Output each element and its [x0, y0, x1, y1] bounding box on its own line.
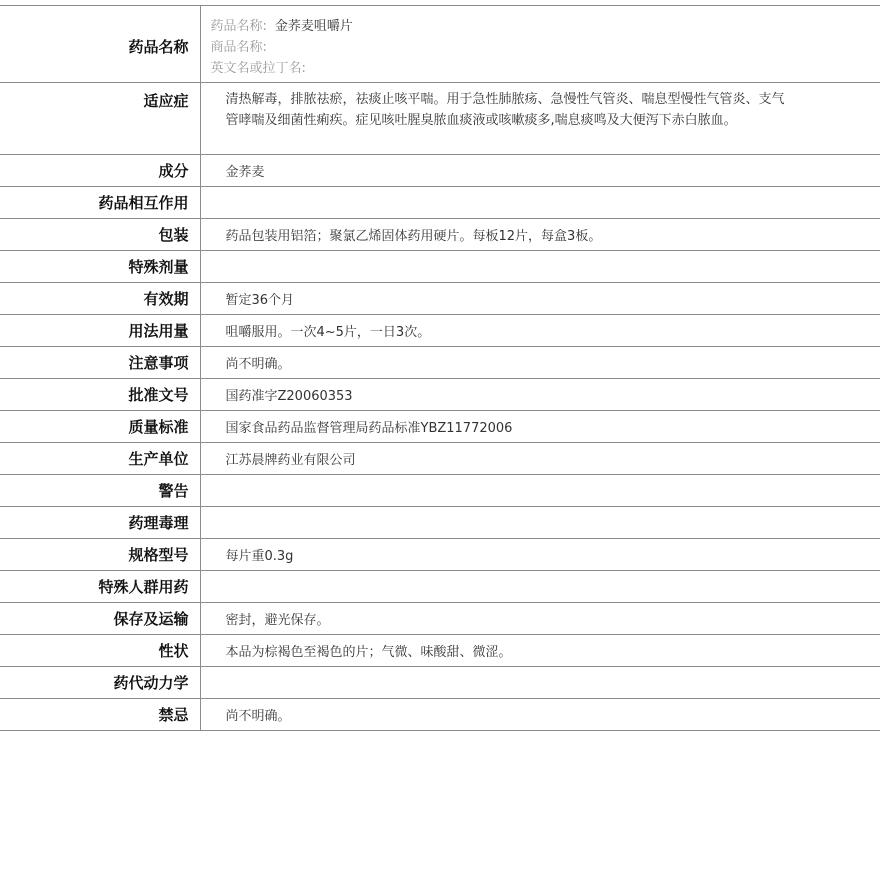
precautions-label: 注意事项 [128, 354, 189, 372]
special-populations-label: 特殊人群用药 [98, 578, 189, 596]
row-label [0, 443, 200, 475]
drug-name-label: 药品名称 [128, 38, 189, 56]
row-description [0, 635, 880, 667]
row-value [200, 187, 880, 219]
row-value [200, 635, 880, 667]
row-value [200, 475, 880, 507]
trade-name-line [211, 37, 880, 58]
description-value: 本品为棕褐色至褐色的片；气微、味酸甜、微涩。 [225, 645, 512, 660]
row-pharmacokinetics [0, 667, 880, 699]
row-label [0, 219, 200, 251]
row-interactions [0, 187, 880, 219]
row-value [200, 251, 880, 283]
row-warning [0, 475, 880, 507]
row-ingredients [0, 155, 880, 187]
row-value [200, 347, 880, 379]
row-shelf-life [0, 283, 880, 315]
row-quality-standard [0, 411, 880, 443]
quality-standard-value: 国家食品药品监督管理局药品标准YBZ11772006 [225, 421, 513, 436]
drug-info-table [0, 5, 880, 731]
row-label [0, 6, 200, 83]
shelf-life-label: 有效期 [143, 290, 189, 308]
special-dosage-label: 特殊剂量 [128, 258, 189, 276]
row-dosage [0, 315, 880, 347]
row-label [0, 283, 200, 315]
generic-name-value: 金荞麦咀嚼片 [274, 19, 353, 34]
shelf-life-value: 暂定36个月 [225, 293, 295, 308]
ingredients-value: 金荞麦 [225, 165, 265, 180]
row-value [200, 539, 880, 571]
precautions-value: 尚不明确。 [225, 357, 291, 372]
generic-name-line [211, 16, 880, 37]
row-value [200, 379, 880, 411]
row-specification [0, 539, 880, 571]
row-packaging [0, 219, 880, 251]
drug-name-values [200, 6, 880, 83]
row-manufacturer [0, 443, 880, 475]
row-value [200, 603, 880, 635]
row-value [200, 283, 880, 315]
row-value [200, 699, 880, 731]
row-value [200, 443, 880, 475]
row-value [200, 219, 880, 251]
pharmacokinetics-label: 药代动力学 [113, 674, 189, 692]
row-label [0, 315, 200, 347]
row-value [200, 667, 880, 699]
contraindications-value: 尚不明确。 [225, 709, 291, 724]
dosage-value: 咀嚼服用。一次4~5片，一日3次。 [225, 325, 431, 340]
row-value [200, 411, 880, 443]
description-label: 性状 [158, 642, 189, 660]
row-value [200, 571, 880, 603]
packaging-value: 药品包装用铝箔；聚氯乙烯固体药用硬片。每板12片，每盒3板。 [225, 229, 602, 244]
indications-label: 适应症 [143, 92, 189, 110]
row-label [0, 635, 200, 667]
indications-value: 清热解毒，排脓祛瘀，祛痰止咳平喘。用于急性肺脓疡、急慢性气管炎、喘息型慢性气管炎、支气管哮喘及细菌性痢疾。症见咳吐腥臭脓血痰液或咳嗽痰多,喘息痰鸣及大便泻下赤白脓血。 [225, 92, 785, 128]
approval-number-value: 国药准字Z20060353 [225, 389, 353, 404]
specification-value: 每片重0.3g [225, 549, 294, 564]
interactions-label: 药品相互作用 [98, 194, 189, 212]
row-approval-number [0, 379, 880, 411]
row-label [0, 347, 200, 379]
row-label [0, 603, 200, 635]
row-contraindications [0, 699, 880, 731]
english-name-label: 英文名或拉丁名: [210, 61, 306, 76]
row-label [0, 507, 200, 539]
row-drug-name [0, 6, 880, 83]
row-special-dosage [0, 251, 880, 283]
row-label [0, 699, 200, 731]
manufacturer-label: 生产单位 [128, 450, 189, 468]
specification-label: 规格型号 [128, 546, 189, 564]
row-indications [0, 83, 880, 155]
row-storage [0, 603, 880, 635]
row-label [0, 379, 200, 411]
warning-label: 警告 [158, 482, 189, 500]
ingredients-label: 成分 [158, 162, 189, 180]
pharmacology-label: 药理毒理 [128, 514, 189, 532]
approval-number-label: 批准文号 [128, 386, 189, 404]
row-value [200, 315, 880, 347]
row-label [0, 251, 200, 283]
row-label [0, 667, 200, 699]
contraindications-label: 禁忌 [158, 706, 189, 724]
row-pharmacology [0, 507, 880, 539]
row-label [0, 155, 200, 187]
row-value [200, 507, 880, 539]
row-label [0, 411, 200, 443]
packaging-label: 包装 [158, 226, 189, 244]
trade-name-label: 商品名称: [210, 40, 267, 55]
manufacturer-value: 江苏晨牌药业有限公司 [225, 453, 356, 468]
english-name-line [211, 58, 880, 79]
row-label [0, 539, 200, 571]
row-label [0, 187, 200, 219]
quality-standard-label: 质量标准 [128, 418, 189, 436]
row-value [200, 83, 880, 155]
row-value [200, 155, 880, 187]
storage-label: 保存及运输 [113, 610, 189, 628]
row-label [0, 83, 200, 155]
dosage-label: 用法用量 [128, 322, 189, 340]
storage-value: 密封，避光保存。 [225, 613, 330, 628]
row-label [0, 475, 200, 507]
row-label [0, 571, 200, 603]
generic-name-label: 药品名称: [210, 19, 267, 34]
row-special-populations [0, 571, 880, 603]
row-precautions [0, 347, 880, 379]
